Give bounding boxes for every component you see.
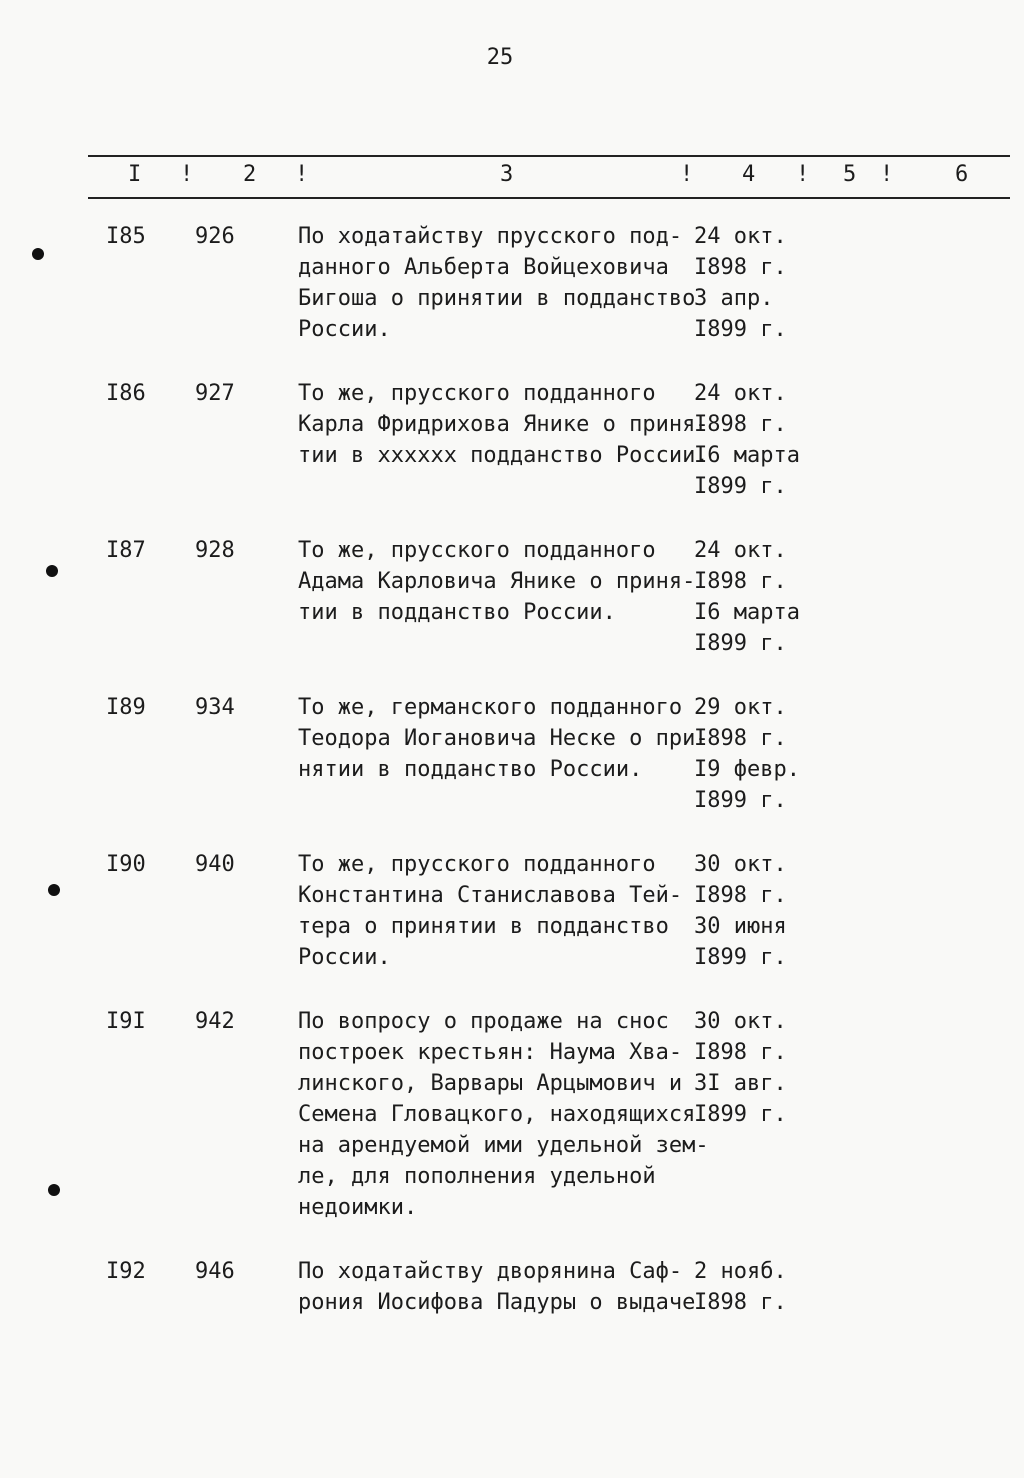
description-line: недоимки. <box>298 1195 418 1220</box>
row-description <box>298 221 696 345</box>
description-line: тии в подданство России. <box>298 600 616 625</box>
description-line: То же, прусского подданного <box>298 381 656 406</box>
description-line: России. <box>298 317 391 342</box>
row-code: 946 <box>195 1259 235 1284</box>
description-line: Бигоша о принятии в подданство <box>298 286 696 311</box>
date-line: I898 г. <box>694 726 787 751</box>
punch-hole <box>48 1184 60 1196</box>
date-line: 24 окт. <box>694 381 787 406</box>
description-line: То же, прусского подданного <box>298 538 656 563</box>
date-line: I899 г. <box>694 945 787 970</box>
date-line: I899 г. <box>694 1102 787 1127</box>
date-line: I898 г. <box>694 1040 787 1065</box>
row-number: I92 <box>106 1259 146 1284</box>
row-code: 928 <box>195 538 235 563</box>
description-line: Адама Карловича Янике о приня- <box>298 569 696 594</box>
description-line: Карла Фридрихова Янике о приня- <box>298 412 709 437</box>
header-separator: ! <box>295 162 309 187</box>
description-line: тера о принятии в подданство <box>298 914 669 939</box>
header-separator: ! <box>180 162 194 187</box>
row-description <box>298 535 696 628</box>
date-line: I898 г. <box>694 883 787 908</box>
date-line: I6 марта <box>694 600 800 625</box>
row-description <box>298 849 693 973</box>
description-line: на арендуемой ими удельной зем- <box>298 1133 709 1158</box>
row-code: 926 <box>195 224 235 249</box>
date-line: I898 г. <box>694 412 787 437</box>
description-line: То же, прусского подданного <box>298 852 656 877</box>
row-dates <box>694 221 824 345</box>
punch-hole <box>48 884 60 896</box>
description-line: То же, германского подданного <box>298 695 683 720</box>
row-dates <box>694 692 824 816</box>
description-line: линского, Варвары Арцымович и <box>298 1071 683 1096</box>
row-dates <box>694 1256 824 1318</box>
date-line: 3I авг. <box>694 1071 787 1096</box>
date-line: I899 г. <box>694 631 787 656</box>
date-line: 24 окт. <box>694 538 787 563</box>
date-line: 30 окт. <box>694 852 787 877</box>
date-line: I898 г. <box>694 569 787 594</box>
description-line: Семена Гловацкого, находящихся <box>298 1102 696 1127</box>
row-dates <box>694 1006 824 1130</box>
row-code: 927 <box>195 381 235 406</box>
header-col-4: 4 <box>742 162 756 187</box>
row-number: I89 <box>106 695 146 720</box>
date-line: I899 г. <box>694 474 787 499</box>
header-separator: ! <box>796 162 810 187</box>
description-line: нятии в подданство России. <box>298 757 643 782</box>
date-line: 30 окт. <box>694 1009 787 1034</box>
description-line: построек крестьян: Наума Хва- <box>298 1040 683 1065</box>
date-line: I899 г. <box>694 788 787 813</box>
date-line: I898 г. <box>694 1290 787 1315</box>
row-number: I87 <box>106 538 146 563</box>
description-line: России. <box>298 945 391 970</box>
date-line: I6 марта <box>694 443 800 468</box>
date-line: 3 апр. <box>694 286 774 311</box>
row-description <box>298 1256 696 1318</box>
row-number: I9I <box>106 1009 146 1034</box>
row-number: I85 <box>106 224 146 249</box>
description-line: ле, для пополнения удельной <box>298 1164 656 1189</box>
date-line: 29 окт. <box>694 695 787 720</box>
punch-hole <box>46 565 58 577</box>
row-code: 942 <box>195 1009 235 1034</box>
date-line: I898 г. <box>694 255 787 280</box>
date-line: 30 июня <box>694 914 787 939</box>
row-code: 934 <box>195 695 235 720</box>
row-number: I86 <box>106 381 146 406</box>
date-line: 24 окт. <box>694 224 787 249</box>
description-line: рония Иосифова Падуры о выдаче <box>298 1290 696 1315</box>
header-col-1: I <box>128 162 142 187</box>
header-col-2: 2 <box>243 162 257 187</box>
description-line: По ходатайству дворянина Саф- <box>298 1259 683 1284</box>
description-line: Теодора Иогановича Неске о при- <box>298 726 709 751</box>
description-line: Константина Станиславова Тей- <box>298 883 683 908</box>
row-dates <box>694 378 824 502</box>
header-col-6: 6 <box>955 162 969 187</box>
description-line: По ходатайству прусского под- <box>298 224 683 249</box>
punch-hole <box>32 248 44 260</box>
table-top-rule <box>88 155 1010 157</box>
row-description <box>298 1006 709 1223</box>
description-line: тии в xxxxxx подданство России. <box>298 443 709 468</box>
header-separator: ! <box>880 162 894 187</box>
header-separator: ! <box>680 162 694 187</box>
header-col-3: 3 <box>500 162 514 187</box>
description-line: По вопросу о продаже на снос <box>298 1009 669 1034</box>
page-number: 25 <box>486 45 514 70</box>
row-dates <box>694 849 824 973</box>
row-description <box>298 378 709 471</box>
header-col-5: 5 <box>843 162 857 187</box>
table-header-rule <box>88 197 1010 199</box>
date-line: I899 г. <box>694 317 787 342</box>
row-number: I90 <box>106 852 146 877</box>
date-line: I9 февр. <box>694 757 800 782</box>
date-line: 2 нояб. <box>694 1259 787 1284</box>
row-description <box>298 692 709 785</box>
row-code: 940 <box>195 852 235 877</box>
description-line: данного Альберта Войцеховича <box>298 255 669 280</box>
row-dates <box>694 535 824 659</box>
